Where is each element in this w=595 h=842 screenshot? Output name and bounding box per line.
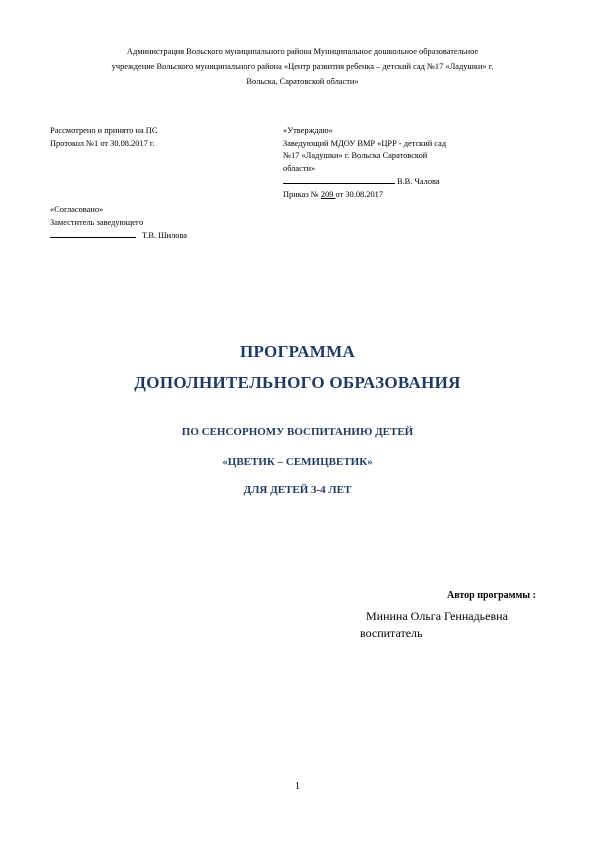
signature-blank xyxy=(50,229,136,238)
document-title-line-1: ПРОГРАММА xyxy=(239,342,356,361)
signature-blank xyxy=(283,175,395,184)
order-suffix: от 30.08.2017 xyxy=(335,189,384,199)
considered-line-2: Протокол №1 от 30.08.2017 г. xyxy=(50,138,155,148)
header-line-3: Вольска, Саратовской области» xyxy=(246,77,359,86)
approval-block xyxy=(283,125,523,201)
document-subtitle-1: ПО СЕНСОРНОМУ ВОСПИТАНИЮ ДЕТЕЙ xyxy=(181,426,414,438)
order-prefix: Приказ № xyxy=(283,189,321,199)
considered-line-1: Рассмотрено и принято на ПС xyxy=(50,126,158,135)
order-number: 209 xyxy=(320,189,336,199)
author-name: Минина Ольга Геннадьевна xyxy=(366,609,508,623)
header-line-1: Администрация Вольского муниципального района Муниципальное дошкольное образовательное xyxy=(126,47,479,56)
document-subtitle-2: «ЦВЕТИК – СЕМИЦВЕТИК» xyxy=(222,456,373,468)
header-line-2: учреждение Вольского муниципального района «Центр развития ребенка – детский сад №17 «Ладушки» г. xyxy=(111,62,494,71)
institution-header xyxy=(50,44,555,89)
page-number: 1 xyxy=(295,781,300,792)
author-role: воспитатель xyxy=(360,626,423,640)
approval-line-3: №17 «Ладушки» г. Вольска Саратовской xyxy=(283,151,428,160)
agreed-block xyxy=(50,204,270,243)
approval-line-2: Заведующий МДОУ ВМР «ЦРР - детский сад xyxy=(283,138,447,148)
agreed-signature-line xyxy=(50,229,270,243)
approval-line-4: области» xyxy=(283,163,316,173)
considered-block xyxy=(50,125,250,150)
approval-signature-line xyxy=(283,175,523,189)
approval-line-1: «Утверждаю» xyxy=(283,126,333,135)
agreed-line-2: Заместитель заведующего xyxy=(50,217,144,227)
agreed-line-1: «Согласовано» xyxy=(50,205,104,214)
document-subtitle-3: ДЛЯ ДЕТЕЙ 3-4 ЛЕТ xyxy=(243,484,352,496)
document-title-line-2: ДОПОЛНИТЕЛЬНОГО ОБРАЗОВАНИЯ xyxy=(134,373,461,392)
order-line xyxy=(283,189,523,202)
author-label: Автор программы : xyxy=(447,590,536,601)
agreed-signature-name: Т.В. Шилова xyxy=(142,231,188,240)
approval-signature-name: В.В. Чалова xyxy=(397,177,440,186)
